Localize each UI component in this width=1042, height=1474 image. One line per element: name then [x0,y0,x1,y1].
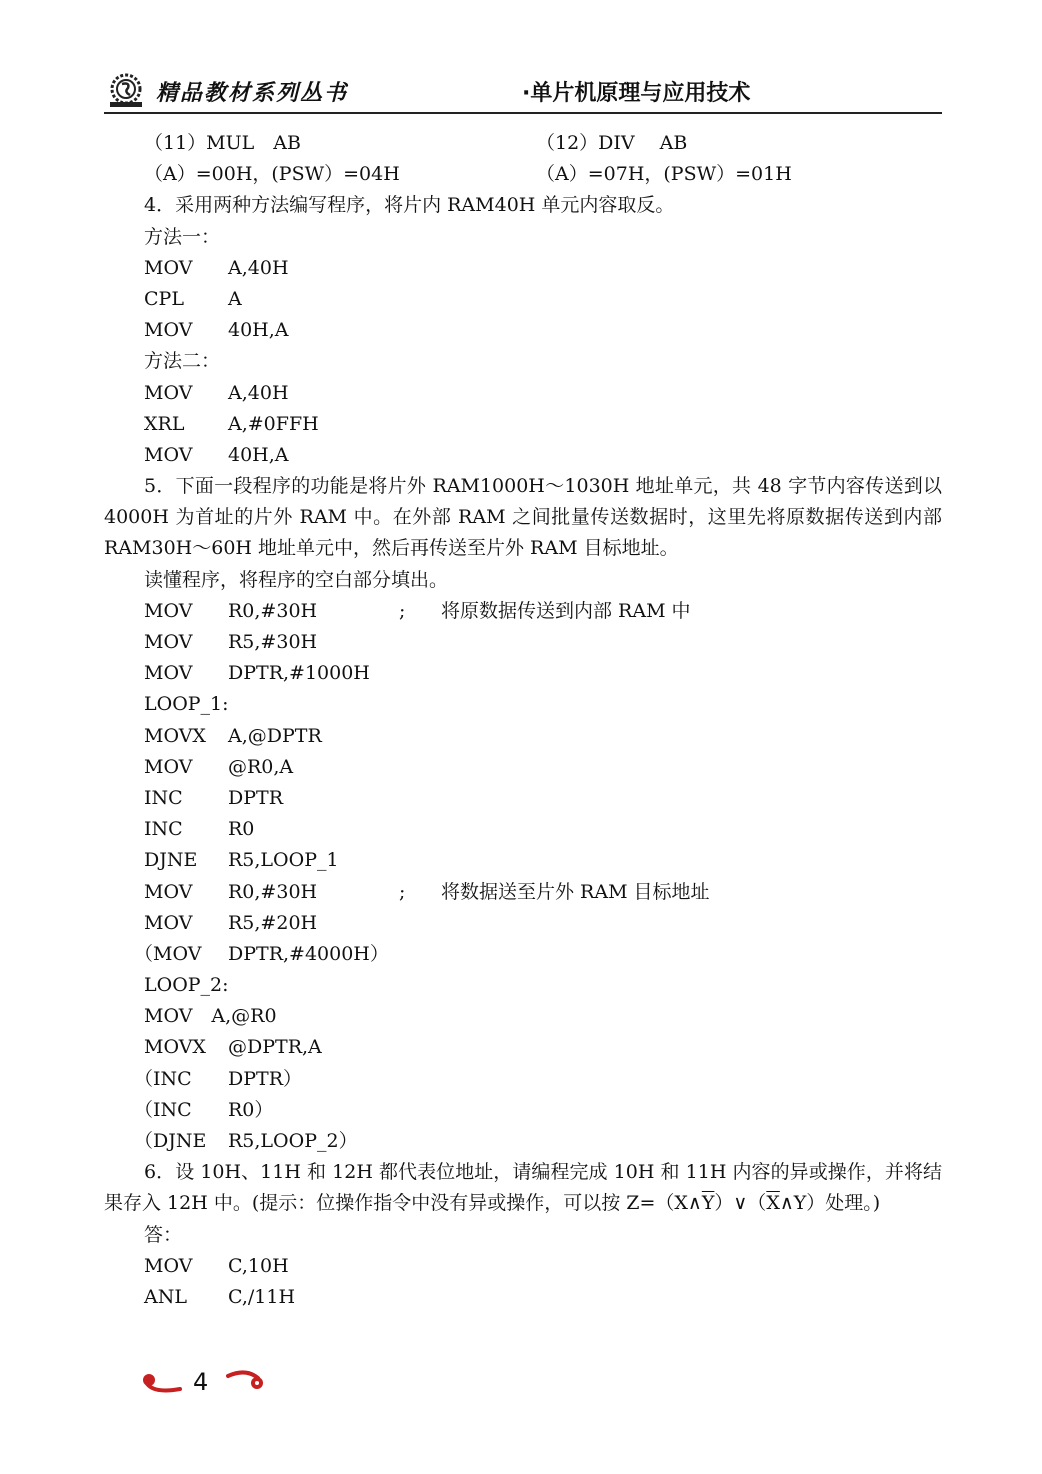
answer-12-result: （A）=07H，(PSW）=01H [536,163,792,186]
code-line [104,596,942,627]
code-op: MOV [144,662,193,685]
code-line [104,783,942,814]
code-comment: 将原数据传送到内部 RAM 中 [441,599,691,622]
code-op: MOV [144,911,193,934]
question-4: 4．采用两种方法编写程序，将片内 RAM40H 单元内容取反。 [144,194,675,217]
page-footer [140,1366,280,1400]
code-semicolon: ; [399,880,406,903]
page-header [104,70,942,114]
code-line [104,877,942,908]
code-label [104,689,942,720]
code-op: MOVX [144,1036,206,1059]
code-block-method-1 [104,253,942,347]
code-op: （MOV [134,942,202,965]
code-line [104,1001,942,1032]
code-arg: R5,LOOP_1 [228,849,339,872]
code-arg: R5,#20H [228,911,318,934]
code-line [104,284,942,315]
code-arg: C,10H [228,1254,289,1277]
question-6-text-mid: ）∨（ [714,1192,767,1215]
code-op: （DJNE [134,1130,207,1153]
code-line [104,1251,942,1282]
code-line [104,658,942,689]
overline-y: $\overline{Y}$ [701,1192,715,1215]
answer-row [104,159,942,190]
code-arg: A,40H [228,381,289,404]
code-line [104,752,942,783]
series-title: 精品教材系列丛书 [156,80,349,106]
code-line [104,315,942,346]
answer-11-result: （A）=00H，(PSW）=04H [144,163,400,186]
publisher-logo-icon [106,72,146,108]
code-line [104,721,942,752]
code-arg: R0） [228,1098,274,1121]
book-title: ·单片机原理与应用技术 [522,81,751,106]
code-line [104,908,942,939]
code-arg: R0,#30H [228,599,318,622]
code-line [104,627,942,658]
code-line [104,1282,942,1313]
code-arg: R0,#30H [228,880,318,903]
code-line-answer [104,1126,942,1157]
code-arg: R5,#30H [228,631,318,654]
code-op: XRL [144,412,185,435]
code-arg: DPTR,#1000H [228,662,370,685]
page-body [104,128,942,1313]
code-op: MOV [144,443,193,466]
code-arg: A,40H [228,256,289,279]
code-op: MOV [144,319,193,342]
code-op: MOV [144,631,193,654]
code-arg: @R0,A [228,755,294,778]
code-op: LOOP_1: [144,693,229,716]
code-block-question-6 [104,1251,942,1313]
method-2-label: 方法二： [144,350,221,373]
answer-11-label: （11）MUL AB [144,132,301,154]
code-arg: @DPTR,A [228,1036,322,1059]
code-arg: A [228,287,242,310]
code-arg: A,#0FFH [228,412,319,435]
answer-12-label: （12）DIV AB [536,132,688,154]
code-line-answer [104,939,942,970]
code-comment: 将数据送至片外 RAM 目标地址 [441,880,710,903]
code-op: MOV [144,599,193,622]
code-arg: DPTR [228,786,283,809]
code-op: MOV [144,755,193,778]
code-op: ANL [144,1286,187,1309]
code-arg: C,/11H [228,1286,296,1309]
code-line [104,814,942,845]
code-semicolon: ; [399,599,406,622]
code-arg: R5,LOOP_2） [228,1130,358,1153]
question-6-text: 6．设 10H、11H 和 12H 都代表位地址，请编程完成 10H 和 11H 内容的异或操作，并将结果存入 12H 中。(提示：位操作指令中没有异或操作，可以按 Z=（X∧ [104,1161,942,1215]
code-op: MOV [144,1254,193,1277]
right-swirl-icon [226,1368,266,1394]
code-op: MOV [144,880,193,903]
code-op: DJNE [144,849,198,872]
answer-row [104,128,942,159]
code-op: LOOP_2: [144,974,229,997]
page-number: 4 [193,1368,209,1396]
code-line [104,440,942,471]
code-op: MOV [144,256,193,279]
code-label [104,970,942,1001]
code-op: CPL [144,287,184,310]
code-arg: DPTR） [228,1067,302,1090]
code-op: MOVX [144,724,206,747]
question-6 [104,1157,942,1219]
answer-label: 答： [144,1223,183,1246]
code-arg: R0 [228,818,255,841]
code-arg: DPTR,#4000H） [228,942,389,965]
code-arg: 40H,A [228,319,289,342]
question-6-text-end: ∧Y）处理。) [779,1192,881,1215]
code-line [104,253,942,284]
code-line [104,409,942,440]
code-line [104,378,942,409]
code-op: MOV A,@R0 [144,1005,277,1028]
question-5: 5．下面一段程序的功能是将片外 RAM1000H～1030H 地址单元，共 48 字节内容传送到以 4000H 为首址的片外 RAM 中。在外部 RAM 之间批量传送数据时，这里先将原数据传送到内部 RAM30H～60H 地址单元中，然后再传送至片外 RAM 目标地址。 [104,475,942,560]
code-line-answer [104,1095,942,1126]
overline-x: $\overline{X}$ [766,1192,780,1215]
code-arg: 40H,A [228,443,289,466]
code-line-answer [104,1064,942,1095]
code-line [104,845,942,876]
code-op: INC [144,786,183,809]
code-op: （INC [134,1098,192,1121]
left-swirl-icon [140,1372,184,1396]
code-op: MOV [144,381,193,404]
code-op: INC [144,818,183,841]
code-block-question-5 [104,596,942,1157]
code-arg: A,@DPTR [228,724,322,747]
code-op: （INC [134,1067,192,1090]
method-1-label: 方法一： [144,225,221,248]
code-line [104,1032,942,1063]
code-block-method-2 [104,378,942,472]
question-5-instruction: 读懂程序，将程序的空白部分填出。 [144,568,449,591]
